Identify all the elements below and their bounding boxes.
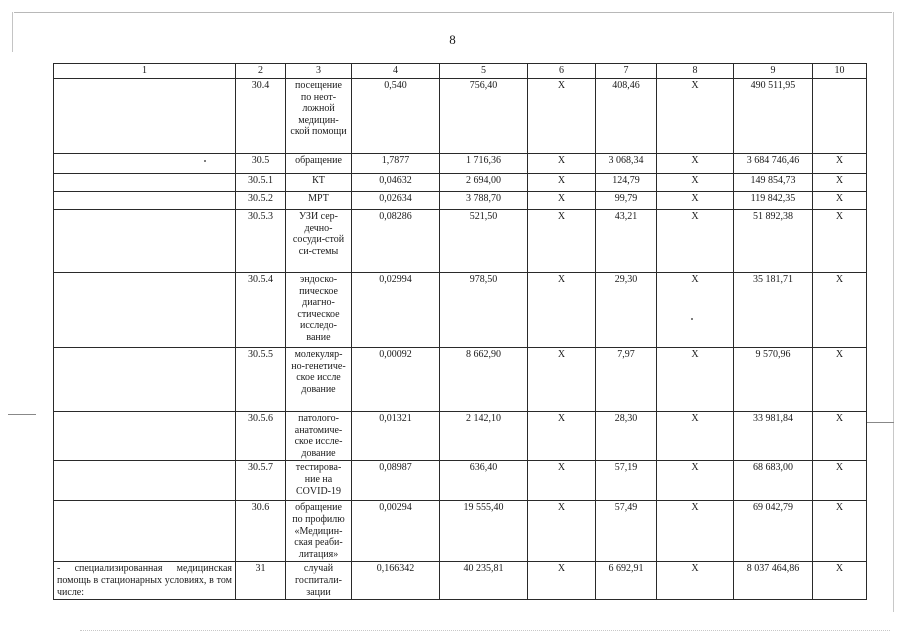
header-cell: 10	[813, 64, 867, 79]
row-col8: X	[657, 461, 734, 501]
row-code: 30.4	[236, 79, 286, 154]
row-col7: 408,46	[596, 79, 657, 154]
table-row	[54, 174, 867, 192]
row-code: 30.5.4	[236, 273, 286, 348]
row-col8: X	[657, 79, 734, 154]
table-row	[54, 461, 867, 501]
row-cost: 978,50	[440, 273, 528, 348]
row-col7: 99,79	[596, 192, 657, 210]
row-code: 30.5.3	[236, 210, 286, 273]
row-col9: 119 842,35	[734, 192, 813, 210]
row-col8: X	[657, 174, 734, 192]
table-header-row	[54, 64, 867, 79]
row-col10: X	[813, 154, 867, 174]
row-col7: 57,19	[596, 461, 657, 501]
row-col8: X	[657, 210, 734, 273]
row-col10: X	[813, 348, 867, 412]
row-code: 30.5	[236, 154, 286, 174]
row-col7: 28,30	[596, 412, 657, 461]
row-description	[54, 210, 236, 273]
row-col9: 8 037 464,86	[734, 562, 813, 600]
row-cost: 19 555,40	[440, 501, 528, 562]
row-col6: X	[528, 501, 596, 562]
row-unit: МРТ	[286, 192, 352, 210]
row-cost: 40 235,81	[440, 562, 528, 600]
row-cost: 1 716,36	[440, 154, 528, 174]
row-norm: 0,08286	[352, 210, 440, 273]
row-unit: тестирова-ние на COVID-19	[286, 461, 352, 501]
row-col7: 124,79	[596, 174, 657, 192]
header-cell: 4	[352, 64, 440, 79]
row-norm: 0,02634	[352, 192, 440, 210]
header-cell: 8	[657, 64, 734, 79]
row-norm: 0,166342	[352, 562, 440, 600]
row-cost: 3 788,70	[440, 192, 528, 210]
data-table	[53, 63, 867, 600]
row-norm: 0,04632	[352, 174, 440, 192]
row-col8: X	[657, 348, 734, 412]
table-row	[54, 154, 867, 174]
row-col7: 3 068,34	[596, 154, 657, 174]
row-col6: X	[528, 348, 596, 412]
row-col9: 35 181,71	[734, 273, 813, 348]
row-unit: обращение по профилю «Медицин-ская реаби-литация»	[286, 501, 352, 562]
row-col7: 6 692,91	[596, 562, 657, 600]
header-cell: 1	[54, 64, 236, 79]
row-col7: 57,49	[596, 501, 657, 562]
row-unit: патолого-анатомиче-ское иссле-дование	[286, 412, 352, 461]
row-description	[54, 154, 236, 174]
row-col6: X	[528, 210, 596, 273]
row-unit: посещение по неот-ложной медицин-ской помощи	[286, 79, 352, 154]
table-row	[54, 79, 867, 154]
row-col10: X	[813, 461, 867, 501]
row-col9: 68 683,00	[734, 461, 813, 501]
page-number: 8	[449, 32, 456, 47]
row-col8: X	[657, 501, 734, 562]
row-code: 30.5.1	[236, 174, 286, 192]
row-col6: X	[528, 562, 596, 600]
row-norm: 0,08987	[352, 461, 440, 501]
row-col7: 7,97	[596, 348, 657, 412]
row-col9: 33 981,84	[734, 412, 813, 461]
table-row	[54, 273, 867, 348]
margin-mark-left	[8, 414, 36, 415]
table-row	[54, 412, 867, 461]
row-col10: X	[813, 273, 867, 348]
row-col8: X	[657, 273, 734, 348]
row-col6: X	[528, 273, 596, 348]
header-cell: 9	[734, 64, 813, 79]
row-code: 30.5.6	[236, 412, 286, 461]
header-cell: 7	[596, 64, 657, 79]
row-description	[54, 174, 236, 192]
row-col6: X	[528, 79, 596, 154]
header-cell: 2	[236, 64, 286, 79]
row-col7: 43,21	[596, 210, 657, 273]
row-col6: X	[528, 174, 596, 192]
row-description	[54, 79, 236, 154]
row-col6: X	[528, 461, 596, 501]
table-row	[54, 501, 867, 562]
row-cost: 2 142,10	[440, 412, 528, 461]
row-col8: X	[657, 192, 734, 210]
margin-mark-right	[866, 422, 894, 423]
row-description	[54, 348, 236, 412]
row-code: 30.5.5	[236, 348, 286, 412]
row-unit: обращение	[286, 154, 352, 174]
scan-edge-top	[14, 12, 892, 13]
row-unit: случай госпитали-зации	[286, 562, 352, 600]
table-row	[54, 562, 867, 600]
row-norm: 0,540	[352, 79, 440, 154]
header-cell: 5	[440, 64, 528, 79]
row-description	[54, 412, 236, 461]
row-col9: 149 854,73	[734, 174, 813, 192]
row-description	[54, 461, 236, 501]
table-row	[54, 210, 867, 273]
row-col8: X	[657, 562, 734, 600]
row-code: 31	[236, 562, 286, 600]
row-norm: 0,00294	[352, 501, 440, 562]
header-cell: 3	[286, 64, 352, 79]
row-col9: 490 511,95	[734, 79, 813, 154]
row-col10: X	[813, 562, 867, 600]
row-col8: X	[657, 154, 734, 174]
row-description	[54, 192, 236, 210]
row-cost: 521,50	[440, 210, 528, 273]
row-code: 30.6	[236, 501, 286, 562]
row-col6: X	[528, 412, 596, 461]
row-unit: КТ	[286, 174, 352, 192]
row-col6: X	[528, 192, 596, 210]
row-col9: 69 042,79	[734, 501, 813, 562]
row-cost: 636,40	[440, 461, 528, 501]
scan-edge-right	[893, 12, 894, 612]
row-col7: 29,30	[596, 273, 657, 348]
row-unit: молекуляр-но-генетиче-ское иссле дование	[286, 348, 352, 412]
row-cost: 756,40	[440, 79, 528, 154]
row-col10	[813, 79, 867, 154]
row-col10: X	[813, 174, 867, 192]
scan-bottom-noise	[80, 630, 890, 631]
row-col10: X	[813, 210, 867, 273]
row-col9: 51 892,38	[734, 210, 813, 273]
row-norm: 0,02994	[352, 273, 440, 348]
row-col9: 3 684 746,46	[734, 154, 813, 174]
row-norm: 1,7877	[352, 154, 440, 174]
row-col10: X	[813, 501, 867, 562]
row-unit: УЗИ сер-дечно-сосуди-стой си-стемы	[286, 210, 352, 273]
row-col9: 9 570,96	[734, 348, 813, 412]
row-code: 30.5.7	[236, 461, 286, 501]
row-norm: 0,01321	[352, 412, 440, 461]
row-cost: 2 694,00	[440, 174, 528, 192]
header-cell: 6	[528, 64, 596, 79]
row-description	[54, 501, 236, 562]
row-col10: X	[813, 412, 867, 461]
row-col6: X	[528, 154, 596, 174]
row-norm: 0,00092	[352, 348, 440, 412]
row-cost: 8 662,90	[440, 348, 528, 412]
row-description: - специализированная медицинская помощь в стационарных условиях, в том числе:	[54, 562, 236, 600]
row-description	[54, 273, 236, 348]
row-unit: эндоско-пическое диагно-стическое исследо-вание	[286, 273, 352, 348]
row-col10: X	[813, 192, 867, 210]
row-col8: X	[657, 412, 734, 461]
row-code: 30.5.2	[236, 192, 286, 210]
table-row	[54, 348, 867, 412]
table-row	[54, 192, 867, 210]
